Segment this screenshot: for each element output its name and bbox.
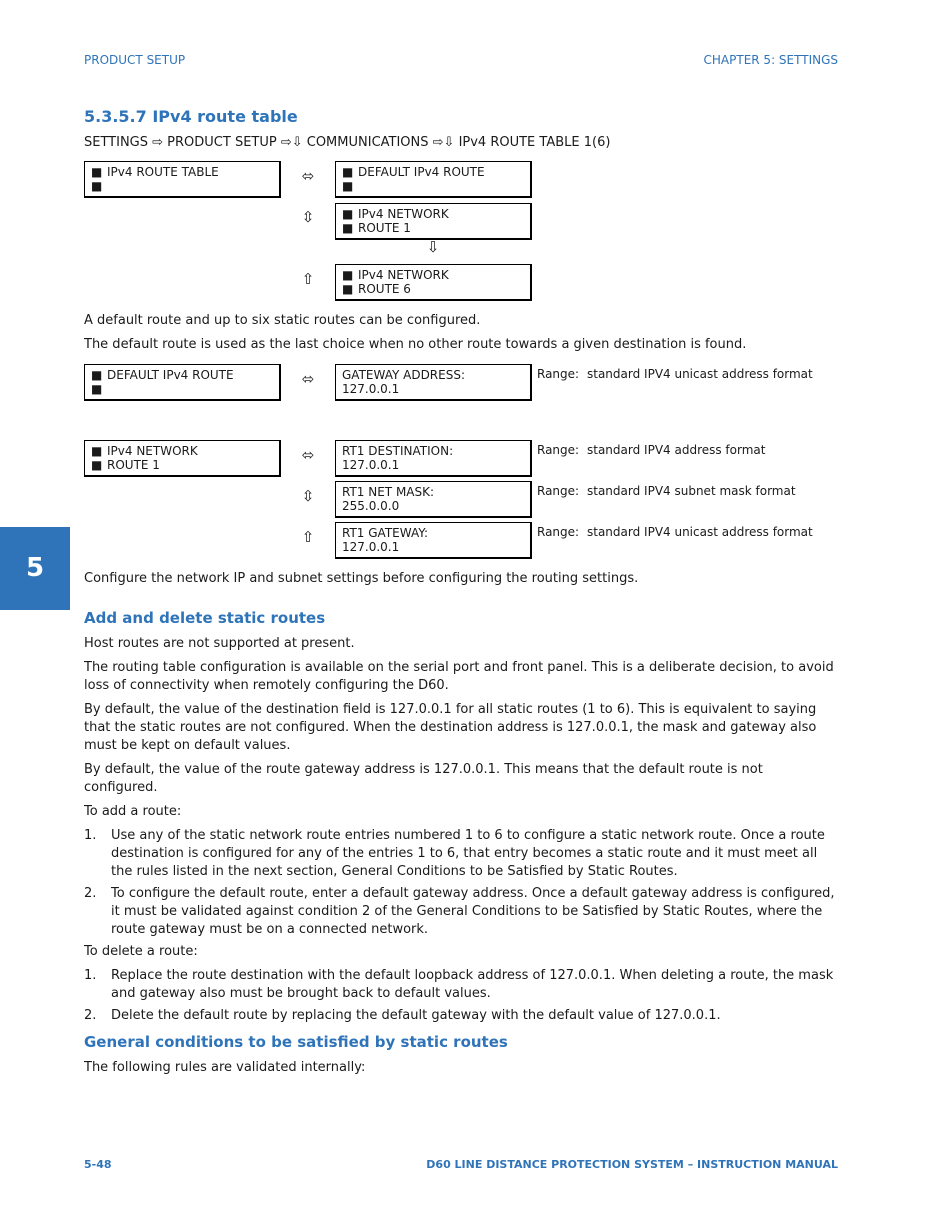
setting-box-rt1-destination [335,440,532,477]
paragraph: The routing table configuration is available on the serial port and front panel. This is a deliberate decision, to avoid loss of connectivity when remotely configuring the D60. [84,660,834,693]
setting-name: RT1 GATEWAY: [342,526,428,540]
setting-name: GATEWAY ADDRESS: [342,368,466,382]
box-line: ROUTE 6 [358,282,411,296]
paragraph: A default route and up to six static routes can be configured. [84,313,481,328]
list-number: 1. [84,828,97,843]
paragraph: By default, the value of the destination field is 127.0.0.1 for all static routes (1 to 6). This is equivalent to saying that the static routes are not configured. When the destination address is 127.0.0.1, the mask and gateway also must be kept on default values. [84,702,817,753]
square-icon: ■ [342,282,354,296]
setting-box-rt1-net-mask [335,481,532,518]
range-label: Range: [537,525,580,539]
box-line: ROUTE 1 [107,458,160,472]
menu-box-route-1 [84,440,281,477]
paragraph: By default, the value of the route gateway address is 127.0.0.1. This means that the default route is not configured. [84,762,763,795]
range-value: standard IPV4 unicast address format [587,525,813,539]
setting-value: 127.0.0.1 [342,458,400,472]
list-item [84,1007,840,1025]
list-number: 2. [84,886,97,901]
square-icon: ■ [91,444,103,458]
setting-value: 127.0.0.1 [342,382,400,396]
paragraph: Configure the network IP and subnet settings before configuring the routing settings. [84,571,639,586]
menu-box-route-6 [335,264,532,301]
up-arrow-icon: ⇧ [301,270,315,288]
list-item [84,967,840,1003]
footer-manual-title: D60 LINE DISTANCE PROTECTION SYSTEM – INSTRUCTION MANUAL [426,1158,838,1171]
square-icon: ■ [91,382,103,396]
setting-box-rt1-gateway [335,522,532,559]
box-line: IPv4 NETWORK [358,268,449,282]
setting-value: 127.0.0.1 [342,540,400,554]
range-label: Range: [537,367,580,381]
list-text: Replace the route destination with the default loopback address of 127.0.0.1. When deleting a route, the mask and gateway also must be brought back to default values. [111,968,834,1001]
square-icon: ■ [342,207,354,221]
range-label: Range: [537,443,580,457]
left-right-arrow-icon: ⬄ [301,370,315,388]
menu-box-default-route [335,161,532,198]
list-text: Use any of the static network route entries numbered 1 to 6 to configure a static network route. Once a route destination is configured for any of the entries 1 to 6, that entry becomes a static route and it must meet all the rules listed in the next section, General Conditions to be Satisfied by Static Routes. [111,828,825,879]
paragraph: Host routes are not supported at present. [84,636,355,651]
box-line: DEFAULT IPv4 ROUTE [107,368,234,382]
setting-name: RT1 DESTINATION: [342,444,454,458]
box-line: IPv4 NETWORK [107,444,198,458]
up-down-arrow-icon: ⇳ [301,487,315,505]
square-icon: ■ [91,179,103,193]
setting-name: RT1 NET MASK: [342,485,435,499]
square-icon: ■ [91,368,103,382]
setting-range [537,367,813,381]
up-down-arrow-icon: ⇳ [301,208,315,226]
footer-page-number: 5-48 [84,1158,112,1171]
menu-path: SETTINGS ⇨ PRODUCT SETUP ⇨⇩ COMMUNICATIONS ⇨⇩ IPv4 ROUTE TABLE 1(6) [84,135,611,150]
down-arrow-icon: ⇩ [426,238,440,256]
section-title: 5.3.5.7 IPv4 route table [84,107,298,126]
setting-range [537,484,796,498]
square-icon: ■ [342,221,354,235]
list-number: 2. [84,1008,97,1023]
setting-range [537,525,813,539]
paragraph: The following rules are validated internally: [84,1060,366,1075]
left-right-arrow-icon: ⬄ [301,167,315,185]
add-delete-body [84,635,840,1029]
heading-add-delete: Add and delete static routes [84,609,326,627]
list-number: 1. [84,968,97,983]
setting-range [537,443,766,457]
square-icon: ■ [91,458,103,472]
delete-steps-list [84,967,840,1025]
paragraph: To add a route: [84,804,182,819]
square-icon: ■ [342,268,354,282]
header-section: PRODUCT SETUP [84,53,186,67]
box-line: IPv4 NETWORK [358,207,449,221]
paragraph: The default route is used as the last choice when no other route towards a given destination is found. [84,337,747,352]
up-arrow-icon: ⇧ [301,528,315,546]
list-item [84,885,840,939]
setting-box-gateway-address [335,364,532,401]
range-label: Range: [537,484,580,498]
box-line: ROUTE 1 [358,221,411,235]
heading-general-conditions: General conditions to be satisfied by static routes [84,1033,508,1051]
range-value: standard IPV4 unicast address format [587,367,813,381]
square-icon: ■ [91,165,103,179]
add-steps-list [84,827,840,939]
list-text: To configure the default route, enter a default gateway address. Once a default gateway address is configured, it must be validated against condition 2 of the General Conditions to be Satisfied by Static Routes, where the route gateway must be on a connected network. [111,886,835,937]
box-line: IPv4 ROUTE TABLE [107,165,219,179]
square-icon: ■ [342,165,354,179]
paragraph: To delete a route: [84,944,198,959]
list-text: Delete the default route by replacing the default gateway with the default value of 127.0.0.1. [111,1008,721,1023]
box-line: DEFAULT IPv4 ROUTE [358,165,485,179]
menu-box-ipv4-route-table [84,161,281,198]
header-chapter: CHAPTER 5: SETTINGS [703,53,838,67]
range-value: standard IPV4 address format [587,443,766,457]
square-icon: ■ [342,179,354,193]
list-item [84,827,840,881]
menu-box-route-1 [335,203,532,240]
left-right-arrow-icon: ⬄ [301,446,315,464]
range-value: standard IPV4 subnet mask format [587,484,796,498]
chapter-tab: 5 [0,527,70,610]
menu-box-default-route [84,364,281,401]
setting-value: 255.0.0.0 [342,499,400,513]
